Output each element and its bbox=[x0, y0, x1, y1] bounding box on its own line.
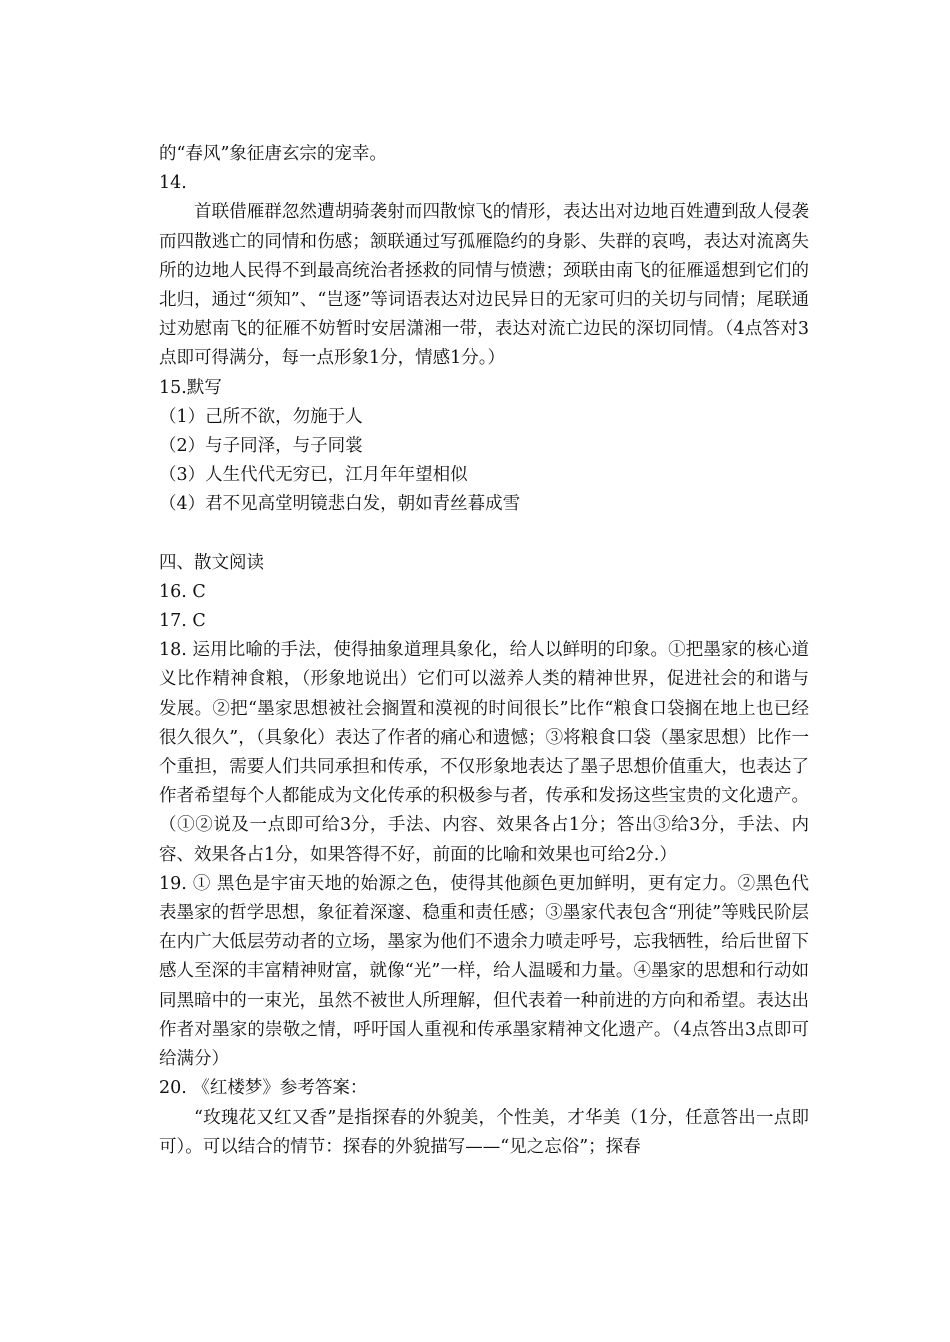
q19-answer: 19. ① 黑色是宇宙天地的始源之色，使得其他颜色更加鲜明，更有定力。②黑色代表墨家的哲学思想，象征着深邃、稳重和责任感；③墨家代表包含“刑徒”等贱民阶层在内广大低层劳动者的立场，墨家为他们不遗余力喷走呼号，忘我牺牲，给后世留下感人至深的丰富精神财富，就像“光”一样，给人温暖和力量。④墨家的思想和行动如同黑暗中的一束光，虽然不被世人所理解，但代表着一种前进的方向和希望。表达出作者对墨家的崇敬之情，呼吁国人重视和传承墨家精神文化遗产。（4点答出3点即可给满分） bbox=[159, 873, 809, 1070]
q14-answer: 首联借雁群忽然遭胡骑袭射而四散惊飞的情形，表达出对边地百姓遭到敌人侵袭而四散逃亡的同情和伤感；颔联通过写孤雁隐约的身影、失群的哀鸣，表达对流离失所的边地人民得不到最高统治者拯救的同情与愤懑；颈联由南飞的征雁遥想到它们的北归，通过“须知”、“岂逐”等词语表达对边民异日的无家可归的关切与同情；尾联通过劝慰南飞的征雁不妨暂时安居潇湘一带，表达对流亡边民的深切同情。（4点答对3点即可得满分，每一点形象1分，情感1分。） bbox=[159, 202, 809, 369]
q15-item-2: （2）与子同泽，与子同裳 bbox=[159, 436, 363, 457]
q13-answer-tail: 的“春风”象征唐玄宗的宠幸。 bbox=[159, 144, 387, 164]
q16-answer: 16. C bbox=[159, 581, 206, 602]
q20-title: 20. 《红楼梦》参考答案： bbox=[159, 1078, 368, 1099]
q14-number: 14. bbox=[159, 173, 187, 194]
q15-item-3: （3）人生代代无穷已，江月年年望相似 bbox=[159, 465, 468, 486]
q17-answer: 17. C bbox=[159, 611, 206, 632]
q18-answer: 18. 运用比喻的手法，使得抽象道理具象化，给人以鲜明的印象。①把墨家的核心道义比作精神食粮，（形象地说出）它们可以滋养人类的精神世界，促进社会的和谐与发展。②把“墨家思想被社会搁置和漠视的时间很长”比作“粮食口袋搁在地上也已经很久很久”，（具象化）表达了作者的痛心和遗憾；③将粮食口袋（墨家思想）比作一个重担，需要人们共同承担和传承，不仅形象地表达了墨子思想价值重大，也表达了作者希望每个人都能成为文化传承的积极参与者，传承和发扬这些宝贵的文化遗产。（①②说及一点即可给3分，手法、内容、效果各占1分；答出③给3分，手法、内容、效果各占1分，如果答得不好，前面的比喻和效果也可给2分.） bbox=[159, 640, 809, 865]
q15-title: 15.默写 bbox=[159, 377, 222, 398]
q15-item-1: （1）己所不欲，勿施于人 bbox=[159, 406, 363, 427]
section-spacer bbox=[159, 520, 809, 549]
section-4-heading: 四、散文阅读 bbox=[159, 552, 264, 573]
q15-item-4: （4）君不见高堂明镜悲白发，朝如青丝暮成雪 bbox=[159, 494, 521, 515]
q20-answer: “玫瑰花又红又香”是指探春的外貌美，个性美，才华美（1分，任意答出一点即可）。可以结合的情节：探春的外貌描写——“见之忘俗”；探春 bbox=[159, 1107, 809, 1157]
document-page bbox=[159, 140, 809, 1162]
